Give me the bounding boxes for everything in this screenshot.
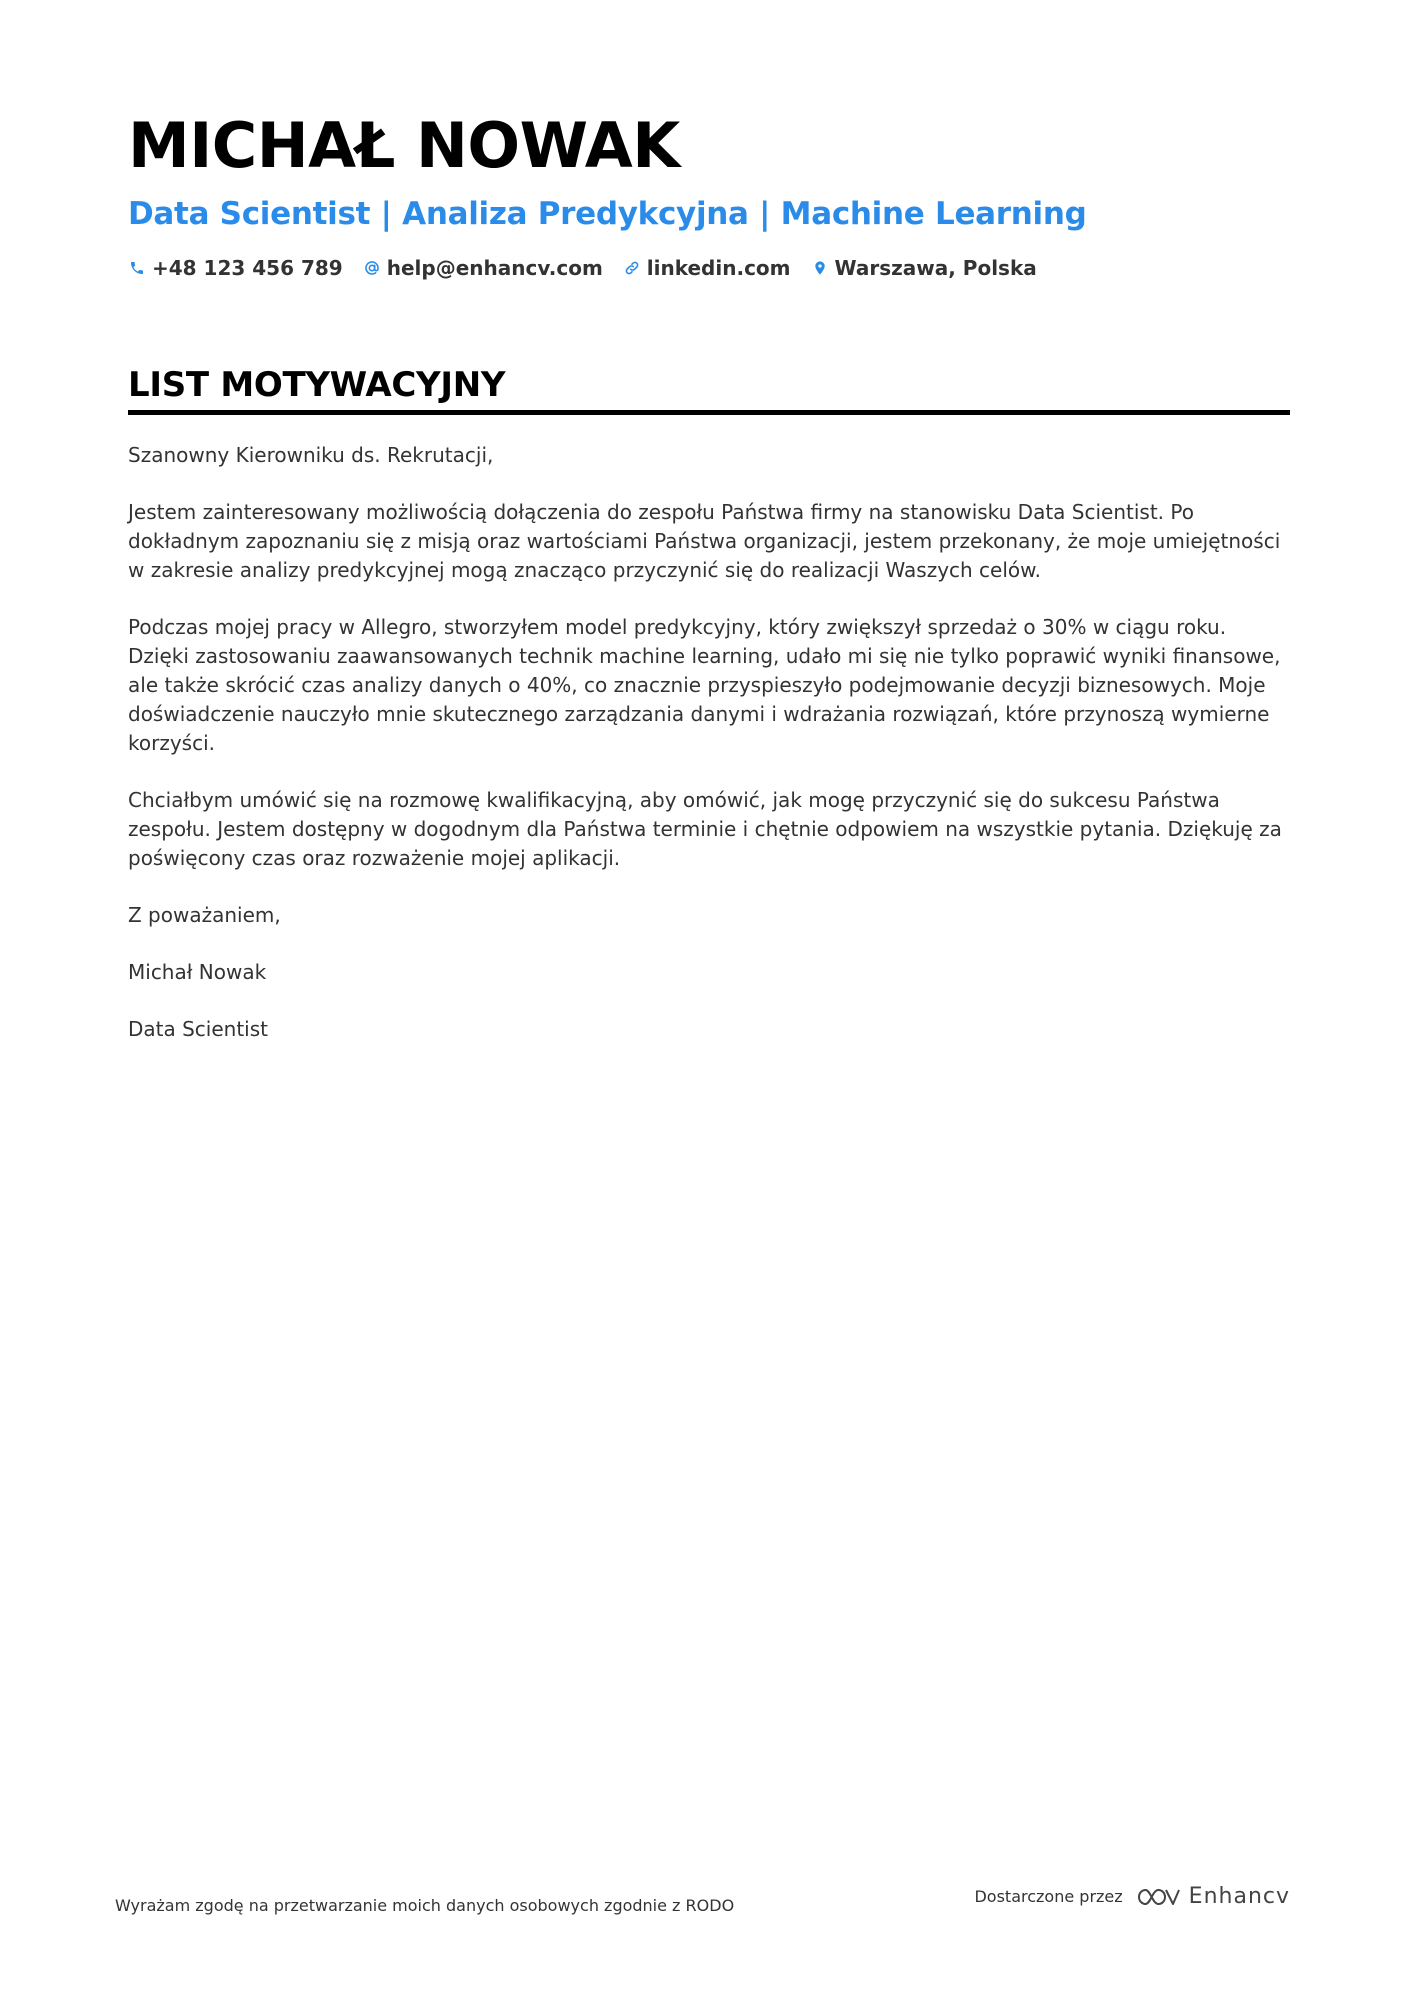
powered-by-label: Dostarczone przez — [974, 1887, 1123, 1906]
contact-phone[interactable] — [128, 256, 343, 280]
brand-name: Enhancv — [1188, 1884, 1290, 1909]
contact-linkedin[interactable] — [623, 256, 791, 280]
letter-body — [128, 441, 1290, 1044]
section-divider — [128, 410, 1290, 415]
contact-bar — [128, 256, 1290, 280]
signature-title: Data Scientist — [128, 1017, 268, 1041]
link-icon — [623, 259, 641, 277]
location-pin-icon — [811, 259, 829, 277]
letter-closing: Z poważaniem, — [128, 903, 281, 927]
contact-phone-text: +48 123 456 789 — [152, 256, 343, 280]
contact-location-text: Warszawa, Polska — [834, 256, 1037, 280]
section-title: LIST MOTYWACYJNY — [128, 365, 506, 405]
at-icon — [363, 259, 381, 277]
signature-name: Michał Nowak — [128, 960, 267, 984]
applicant-name: MICHAŁ NOWAK — [128, 109, 680, 182]
powered-by[interactable] — [974, 1884, 1290, 1909]
letter-greeting: Szanowny Kierowniku ds. Rekrutacji, — [128, 443, 494, 467]
phone-icon — [128, 259, 146, 277]
contact-location — [811, 256, 1037, 280]
letter-paragraph: Chciałbym umówić się na rozmowę kwalifikacyjną, aby omówić, jak mogę przyczynić się do sukcesu Państwa zespołu. Jestem dostępny w dogodnym dla Państwa terminie i chętnie odpowiem na wszystkie pytania. Dziękuję za poświęcony czas oraz rozważenie mojej aplikacji. — [128, 788, 1282, 870]
contact-email-text: help@enhancv.com — [386, 256, 603, 280]
applicant-headline: Data Scientist | Analiza Predykcyjna | Machine Learning — [128, 196, 1087, 232]
contact-email[interactable] — [363, 256, 603, 280]
enhancv-logo-icon — [1135, 1885, 1181, 1909]
cover-letter-page — [128, 108, 1290, 1072]
letter-paragraph: Jestem zainteresowany możliwością dołączenia do zespołu Państwa firmy na stanowisku Data Scientist. Po dokładnym zapoznaniu się z misją oraz wartościami Państwa organizacji, jestem przekonany, że moje umiejętności w zakresie analizy predykcyjnej mogą znacząco przyczynić się do realizacji Waszych celów. — [128, 500, 1281, 582]
letter-paragraph: Podczas mojej pracy w Allegro, stworzyłem model predykcyjny, który zwiększył sprzedaż o 30% w ciągu roku. Dzięki zastosowaniu zaawansowanych technik machine learning, udało mi się nie tylko poprawić wyniki finansowe, ale także skrócić czas analizy danych o 40%, co znacznie przyspieszyło podejmowanie decyzji biznesowych. Moje doświadczenie nauczyło mnie skutecznego zarządzania danymi i wdrażania rozwiązań, które przynoszą wymierne korzyści. — [128, 615, 1281, 755]
gdpr-consent: Wyrażam zgodę na przetwarzanie moich danych osobowych zgodnie z RODO — [115, 1896, 735, 1915]
contact-linkedin-text: linkedin.com — [646, 256, 791, 280]
